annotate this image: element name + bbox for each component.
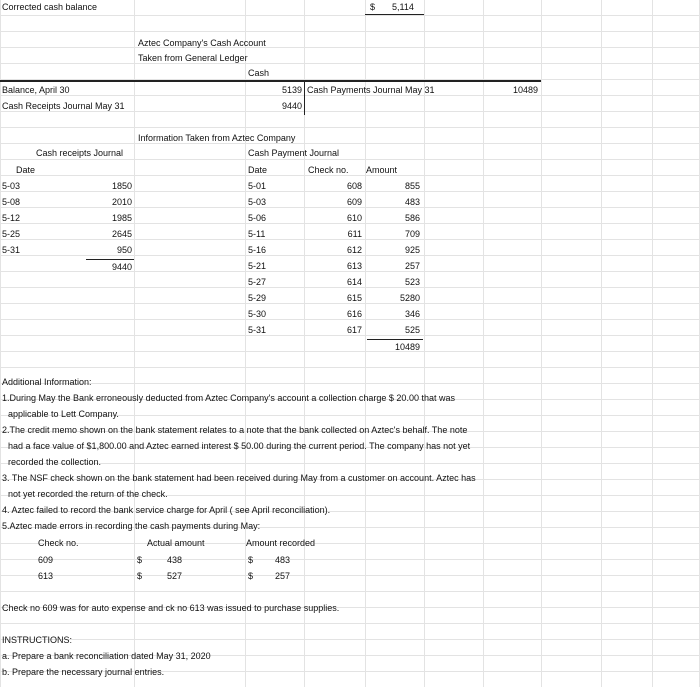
payment-date: 5-11 [248,229,266,239]
receipt-date: 5-25 [2,229,21,239]
additional-line: 3. The NSF check shown on the bank statement had been received during May from a customer on account. Aztec has [2,473,476,483]
additional-line: applicable to Lett Company. [8,409,119,419]
errors-check-header: Check no. [38,538,79,548]
payment-check: 616 [346,309,362,319]
corrected-balance-underline [365,14,424,15]
ledger-account-name: Cash [248,68,270,78]
corrected-balance-value: 5,114 [392,2,414,12]
payment-date: 5-16 [248,245,267,255]
error-actual: 527 [166,571,182,581]
payments-total-rule [367,339,423,340]
payment-check: 609 [346,197,362,207]
payment-amount: 523 [404,277,420,287]
receipts-total: 9440 [111,262,132,272]
payment-date: 5-03 [248,197,267,207]
payment-check: 612 [346,245,362,255]
error-recorded-currency: $ [248,571,254,581]
payments-total: 10489 [394,342,420,352]
error-check: 613 [38,571,54,581]
receipt-date: 5-31 [2,245,21,255]
ledger-subtitle: Taken from General Ledger [138,53,248,63]
additional-line: 1.During May the Bank erroneously deducted from Aztec Company's account a collection charge $ 20.00 that was [2,393,455,403]
payment-date: 5-29 [248,293,267,303]
payment-check: 611 [347,229,362,239]
t-account-divider [304,81,305,115]
payment-date: 5-27 [248,277,267,287]
payment-check: 617 [346,325,362,335]
additional-line: 2.The credit memo shown on the bank statement relates to a note that the bank collected on Aztec's behalf. The note [2,425,468,435]
receipt-amount: 1850 [111,181,132,191]
payment-check: 613 [346,261,362,271]
ledger-left-amount-0: 5139 [281,85,302,95]
note: Check no 609 was for auto expense and ck no 613 was issued to purchase supplies. [2,603,340,613]
additional-line: 5.Aztec made errors in recording the cash payments during May: [2,521,261,531]
error-actual-currency: $ [137,571,143,581]
error-recorded: 257 [274,571,290,581]
payment-date: 5-30 [248,309,267,319]
ledger-title: Aztec Company's Cash Account [138,38,266,48]
payment-check: 610 [346,213,362,223]
payment-date: 5-31 [248,325,267,335]
receipts-title: Cash receipts Journal [36,148,124,158]
receipt-amount: 2010 [111,197,132,207]
additional-line: 4. Aztec failed to record the bank service charge for April ( see April reconciliation). [2,505,331,515]
payment-amount: 346 [404,309,420,319]
receipt-date: 5-08 [2,197,21,207]
payment-date: 5-06 [248,213,267,223]
error-recorded-currency: $ [248,555,254,565]
errors-recorded-header: Amount recorded [246,538,316,548]
ledger-left-amount-1: 9440 [281,101,302,111]
payment-amount: 5280 [399,293,420,303]
additional-line: had a face value of $1,800.00 and Aztec earned interest $ 50.00 during the current period. The company has not yet [8,441,471,451]
payments-amount-header: Amount [366,165,398,175]
payments-title: Cash Payment Journal [248,148,340,158]
error-actual: 438 [166,555,182,565]
payment-check: 615 [346,293,362,303]
receipt-date: 5-03 [2,181,21,191]
ledger-right-amount: 10489 [512,85,538,95]
receipts-date-header: Date [16,165,36,175]
t-account-top-rule [0,80,541,82]
corrected-balance-currency: $ [370,2,376,12]
error-check: 609 [38,555,54,565]
info-title: Information Taken from Aztec Company [138,133,296,143]
error-actual-currency: $ [137,555,143,565]
payments-check-header: Check no. [308,165,349,175]
ledger-left-label-1: Cash Receipts Journal May 31 [2,101,125,111]
errors-actual-header: Actual amount [147,538,205,548]
payments-date-header: Date [248,165,268,175]
receipt-amount: 950 [116,245,132,255]
payment-check: 608 [346,181,362,191]
instructions-item: a. Prepare a bank reconciliation dated May 31, 2020 [2,651,211,661]
error-recorded: 483 [274,555,290,565]
payment-amount: 257 [404,261,420,271]
receipt-amount: 1985 [111,213,132,223]
ledger-right-label: Cash Payments Journal May 31 [307,85,435,95]
ledger-left-label-0: Balance, April 30 [2,85,70,95]
payment-amount: 925 [404,245,420,255]
receipts-total-rule [86,259,134,260]
additional-line: recorded the collection. [8,457,102,467]
payment-check: 614 [346,277,362,287]
payment-amount: 709 [404,229,420,239]
receipt-date: 5-12 [2,213,21,223]
instructions-item: b. Prepare the necessary journal entries. [2,667,165,677]
payment-amount: 483 [404,197,420,207]
payment-amount: 525 [404,325,420,335]
payment-date: 5-01 [248,181,267,191]
instructions-heading: INSTRUCTIONS: [2,635,73,645]
additional-heading: Additional Information: [2,377,92,387]
payment-date: 5-21 [248,261,267,271]
receipt-amount: 2645 [111,229,132,239]
payment-amount: 855 [404,181,420,191]
additional-line: not yet recorded the return of the check. [8,489,168,499]
payment-amount: 586 [404,213,420,223]
corrected-balance-label: Corrected cash balance [2,2,98,12]
